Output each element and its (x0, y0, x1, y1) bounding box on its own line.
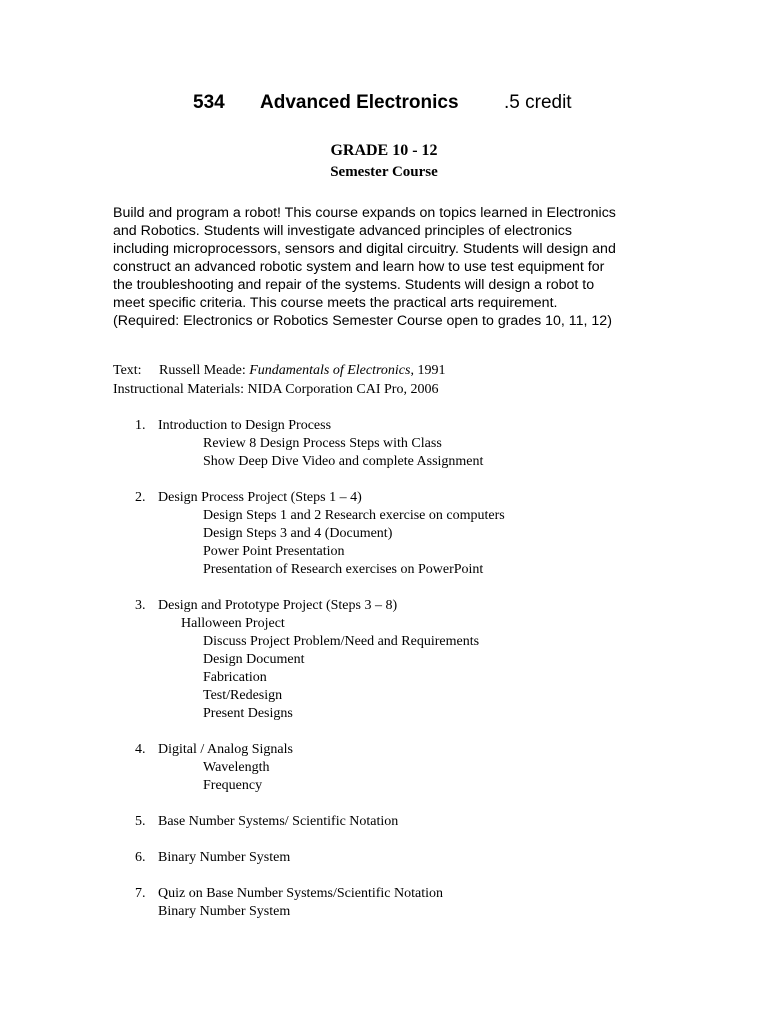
outline-unit (0, 741, 768, 795)
outline-unit (0, 489, 768, 579)
unit-heading (0, 417, 768, 435)
text-label: Text: (113, 363, 142, 378)
course-credit: .5 credit (504, 92, 572, 113)
unit-title: Design Process Project (Steps 1 – 4) (158, 490, 362, 505)
unit-number: 2. (135, 490, 146, 505)
unit-topic: Show Deep Dive Video and complete Assignment (203, 454, 484, 469)
course-outline (0, 417, 768, 939)
unit-topic: Review 8 Design Process Steps with Class (203, 436, 442, 451)
unit-topic: Frequency (203, 778, 263, 793)
unit-topic: Present Designs (203, 706, 293, 721)
unit-topic: Fabrication (203, 670, 267, 685)
unit-heading (0, 849, 768, 867)
description-line: construct an advanced robotic system and learn how to use test equipment for (113, 259, 605, 275)
unit-title: Introduction to Design Process (158, 418, 332, 433)
textbook-reference (113, 363, 445, 379)
outline-unit (0, 813, 768, 831)
textbook-title: Fundamentals of Electronics (249, 363, 411, 378)
unit-number: 6. (135, 850, 146, 865)
description-line: Build and program a robot! This course expands on topics learned in Electronics (113, 205, 616, 221)
course-term: Semester Course (330, 164, 438, 180)
unit-title: Quiz on Base Number Systems/Scientific Notation (158, 886, 444, 901)
unit-title: Binary Number System (158, 850, 291, 865)
unit-number: 1. (135, 418, 146, 433)
outline-unit (0, 849, 768, 867)
unit-topic: Power Point Presentation (203, 544, 345, 559)
grade-level: GRADE 10 - 12 (330, 142, 438, 159)
course-name: Advanced Electronics (260, 92, 459, 113)
unit-heading (0, 741, 768, 759)
description-line: meet specific criteria. This course meets the practical arts requirement. (113, 295, 558, 311)
unit-number: 5. (135, 814, 146, 829)
unit-topic: Test/Redesign (203, 688, 283, 703)
course-description (113, 204, 673, 330)
unit-title: Design and Prototype Project (Steps 3 – 8) (158, 598, 398, 613)
outline-unit (0, 885, 768, 921)
textbook-author: Russell Meade: (159, 363, 250, 378)
unit-heading (0, 885, 768, 903)
unit-title: Digital / Analog Signals (158, 742, 293, 757)
outline-unit (0, 417, 768, 471)
description-line: the troubleshooting and repair of the systems. Students will design a robot to (113, 277, 595, 293)
unit-topic: Binary Number System (158, 904, 291, 919)
unit-topic: Wavelength (203, 760, 270, 775)
unit-number: 3. (135, 598, 146, 613)
unit-topic: Design Steps 3 and 4 (Document) (203, 526, 393, 541)
outline-unit (0, 597, 768, 723)
course-title-row (0, 92, 768, 118)
unit-heading (0, 489, 768, 507)
unit-topic: Design Steps 1 and 2 Research exercise on computers (203, 508, 505, 523)
unit-topic: Presentation of Research exercises on PowerPoint (203, 562, 484, 577)
unit-number: 4. (135, 742, 146, 757)
unit-heading (0, 597, 768, 615)
unit-topic: Design Document (203, 652, 305, 667)
unit-topic: Halloween Project (181, 616, 285, 631)
unit-title: Base Number Systems/ Scientific Notation (158, 814, 399, 829)
description-line: including microprocessors, sensors and digital circuitry. Students will design and (113, 241, 616, 257)
instructional-materials: Instructional Materials: NIDA Corporation CAI Pro, 2006 (113, 382, 439, 397)
course-number: 534 (193, 92, 225, 113)
unit-heading (0, 813, 768, 831)
description-line: (Required: Electronics or Robotics Semester Course open to grades 10, 11, 12) (113, 313, 612, 329)
unit-topic: Discuss Project Problem/Need and Requirements (203, 634, 480, 649)
unit-number: 7. (135, 886, 146, 901)
description-line: and Robotics. Students will investigate advanced principles of electronics (113, 223, 572, 239)
textbook-year: , 1991 (410, 363, 446, 378)
